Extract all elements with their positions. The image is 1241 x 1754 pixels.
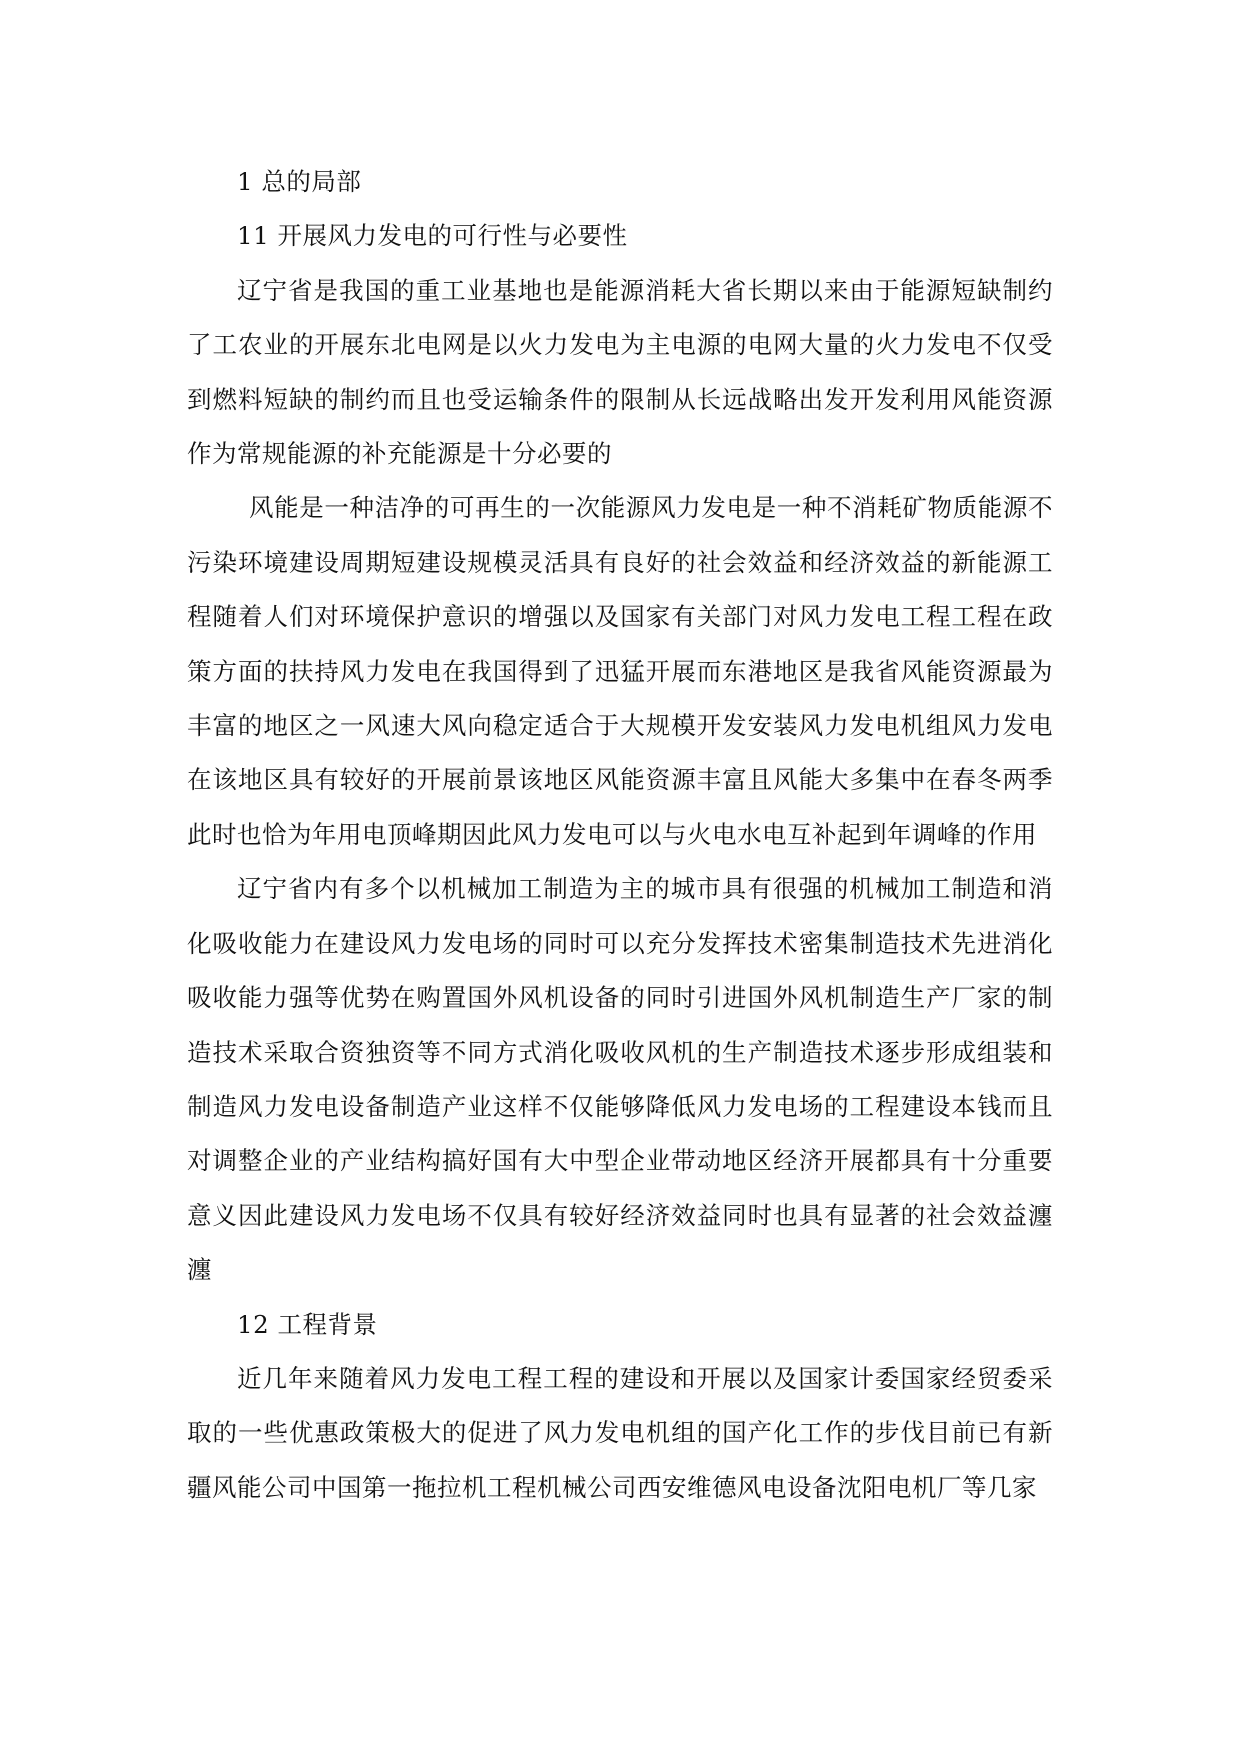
paragraph-3: 辽宁省内有多个以机械加工制造为主的城市具有很强的机械加工制造和消化吸收能力在建设风力发电场的同时可以充分发挥技术密集制造技术先进消化吸收能力强等优势在购置国外风机设备的同时引进国外风机制造生产厂家的制造技术采取合资独资等不同方式消化吸收风机的生产制造技术逐步形成组装和制造风力发电设备制造产业这样不仅能够降低风力发电场的工程建设本钱而且对调整企业的产业结构搞好国有大中型企业带动地区经济开展都具有十分重要意义因此建设风力发电场不仅具有较好经济效益同时也具有显著的社会效益瀍瀍 <box>187 874 1053 1285</box>
section-heading-1: 1 总的局部 <box>237 167 362 196</box>
section-heading-1-2: 12 工程背景 <box>237 1309 378 1339</box>
paragraph-2: 风能是一种洁净的可再生的一次能源风力发电是一种不消耗矿物质能源不污染环境建设周期短建设规模灵活具有良好的社会效益和经济效益的新能源工程随着人们对环境保护意识的增强以及国家有关部门对风力发电工程工程在政策方面的扶持风力发电在我国得到了迅猛开展而东港地区是我省风能资源最为丰富的地区之一风速大风向稳定适合于大规模开发安装风力发电机组风力发电在该地区具有较好的开展前景该地区风能资源丰富且风能大多集中在春冬两季此时也恰为年用电顶峰期因此风力发电可以与火电水电互补起到年调峰的作用 <box>187 493 1053 849</box>
paragraph-1: 辽宁省是我国的重工业基地也是能源消耗大省长期以来由于能源短缺制约了工农业的开展东北电网是以火力发电为主电源的电网大量的火力发电不仅受到燃料短缺的制约而且也受运输条件的限制从长远战略出发开发利用风能资源作为常规能源的补充能源是十分必要的 <box>187 275 1053 469</box>
document-body <box>187 155 1053 1515</box>
paragraph-4: 近几年来随着风力发电工程工程的建设和开展以及国家计委国家经贸委采取的一些优惠政策极大的促进了风力发电机组的国产化工作的步伐目前已有新疆风能公司中国第一拖拉机工程机械公司西安维德风电设备沈阳电机厂等几家 <box>187 1363 1053 1502</box>
section-heading-1-1: 11 开展风力发电的可行性与必要性 <box>237 221 628 251</box>
